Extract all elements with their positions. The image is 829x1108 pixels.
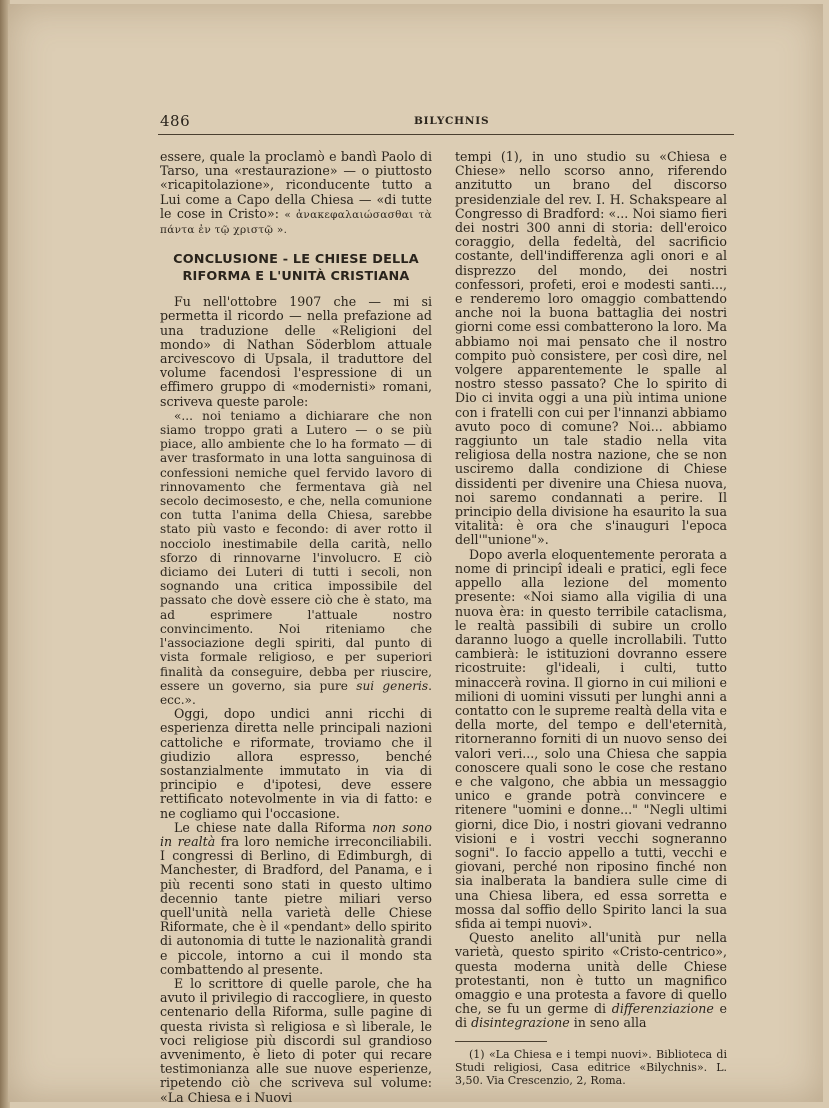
paragraph: Questo anelito all'unità pur nella varietà, questo spirito «Cristo-centrico», questa moderna unità delle Chiese protestanti, non è tutto un magnifico omaggio e una protesta a favore di quello che, se fu un germe di differenziazione e di disintegrazione in seno alla	[455, 930, 727, 1031]
greek-quotation: « ἀνακεφαλαιώσασθαι τὰ πάντα ἐν τῷ χριστῷ ».	[160, 208, 432, 237]
paragraph: tempi (1), in uno studio su «Chiesa e Chiese» nello scorso anno, riferendo anzitutto un brano del discorso presidenziale del rev. I. H. Schakspeare al Congresso di Bradford: «... Noi siamo fieri dei nostri 300 anni di storia: dell'eroico coraggio, della fedeltà, del sacrificio costante, dell'indifferenza agli onori e al disprezzo del mondo, dei nostri confessori, profeti, eroi e modesti santi..., e renderemo loro omaggio combattendo anche noi la buona battaglia dei nostri giorni come essi combatterono la loro. Ma abbiamo noi mai pensato che il nostro compito può consistere, per così dire, nel volgere apparentemente le spalle al nostro stesso passato? Che lo spirito di Dio ci invita oggi a una più intima unione con i fratelli con cui per l'innanzi abbiamo avuto poco di comune? Noi... abbiamo raggiunto un tale stadio nella vita religiosa della nostra nazione, che se non usciremo dalla condizione di Chiese dissidenti per divenire una Chiesa nuova, noi saremo condannati a perire. Il principio della divisione ha esaurito la sua vitalità: è ora che s'inauguri l'epoca dell'"unione"».	[455, 149, 727, 548]
running-head: BILYCHNIS	[414, 115, 490, 127]
footnote: (1) «La Chiesa e i tempi nuovi». Biblioteca di Studi religiosi, Casa editrice «Bilychnis». L. 3,50. Via Crescenzio, 2, Roma.	[455, 1047, 727, 1088]
paragraph: essere, quale la proclamò e bandì Paolo di Tarso, una «restaurazione» — o piuttosto «ricapitolazione», riconducente tutto a Lui come a Capo della Chiesa — «di tutte le cose in Cristo»: « ἀνακεφαλαιώσασθαι τὰ πάντα ἐν τῷ χριστῷ ».	[160, 149, 432, 237]
section-title: CONCLUSIONE - LE CHIESE DELLA RIFORMA E L'UNITÀ CRISTIANA	[173, 252, 419, 285]
paragraph: E lo scrittore di quelle parole, che ha avuto il privilegio di raccogliere, in questo centenario della Riforma, sulle pagine di questa rivista sì religiosa e sì liberale, le voci religiose più discordi sul grandioso avvenimento, è lieto di poter qui recare testimonianza alle sue nuove esperienze, ripetendo ciò che scriveva sul volume: «La Chiesa e i Nuovi	[160, 975, 432, 1105]
left-column	[160, 150, 432, 1105]
page-header	[160, 112, 730, 134]
paragraph: Fu nell'ottobre 1907 che — mi si permetta il ricordo — nella prefazione ad una traduzione delle «Religioni del mondo» di Nathan Söderblom attuale arcivescovo di Upsala, il traduttore del volume facendosi l'espressione di un effimero gruppo di «modernisti» romani, scriveva queste parole:	[160, 294, 432, 409]
block-quote: «... noi teniamo a dichiarare che non siamo troppo grati a Lutero — o se più piace, allo ambiente che lo ha formato — di aver trasformato in una lotta sanguinosa di confessioni nemiche quel fervido lavoro di rinnovamento che fermentava già nel secolo decimosesto, e che, nella comunione con tutta l'anima della Chiesa, sarebbe stato più vasto e fecondo: di aver rotto il nocciolo inestimabile della carità, nello sforzo di rinnovarne l'involucro. E ciò diciamo dei Luteri di tutti i secoli, non sognando una critica impossibile del passato che dovè essere ciò che è stato, ma ad esprimere l'attuale nostro convincimento. Noi riteniamo che l'associazione degli spiriti, dal punto di vista formale religioso, e per superiori finalità da conseguire, debba per riuscire, essere un governo, sia pure sui generis. ecc.».	[160, 408, 432, 707]
header-rule	[158, 134, 734, 135]
paragraph: Le chiese nate dalla Riforma non sono in realtà fra loro nemiche irreconciliabili. I congressi di Berlino, di Edimburgh, di Manchester, di Bradford, del Panama, e i più recenti sono stati in questo ultimo decennio tante pietre miliari verso quell'unità nella varietà delle Chiese Riformate, che è il «pendant» dello spirito di autonomia di tutte le nazionalità grandi e piccole, intorno a cui il mondo sta combattendo al presente.	[160, 819, 432, 977]
right-column	[455, 150, 727, 1088]
footnote-rule	[455, 1041, 547, 1042]
page-number: 486	[160, 112, 191, 130]
paragraph: Dopo averla eloquentemente perorata a nome di principî ideali e pratici, egli fece appello alla lezione del momento presente: «Noi siamo alla vigilia di una nuova èra: in questo terribile cataclisma, le realtà passibili di subire un crollo daranno luogo a quelle incrollabili. Tutto cambierà: le istituzioni dovranno essere ricostruite: gl'ideali, i culti, tutto minaccerà rovina. Il giorno in cui milioni e milioni di uomini vissuti per lunghi anni a contatto con le supreme realtà della vita e della morte, del tempo e dell'eternità, ritorneranno forniti di un nuovo senso dei valori veri..., solo una Chiesa che sappia conoscere quali sono le cose che restano e che valgono, che abbia un messaggio unico e grande potrà convincere e ritenere "uomini e donne..." "Negli ultimi giorni, dice Dio, i nostri giovani vedranno visioni e i vostri vecchi sogneranno sogni". Io faccio appello a tutti, vecchi e giovani, perché non riposino finché non sia inalberata la bandiera sulle cime di una Chiesa libera, ed essa sorretta e mossa dal soffio dello Spirito lanci la sua sfida ai tempi nuovi».	[455, 546, 727, 931]
paragraph: Oggi, dopo undici anni ricchi di esperienza diretta nelle principali nazioni cattoliche e riformate, troviamo che il giudizio allora espresso, benché sostanzialmente immutato in via di principio e d'ipotesi, deve essere rettificato notevolmente in via di fatto: e ne cogliamo qui l'occasione.	[160, 706, 432, 821]
